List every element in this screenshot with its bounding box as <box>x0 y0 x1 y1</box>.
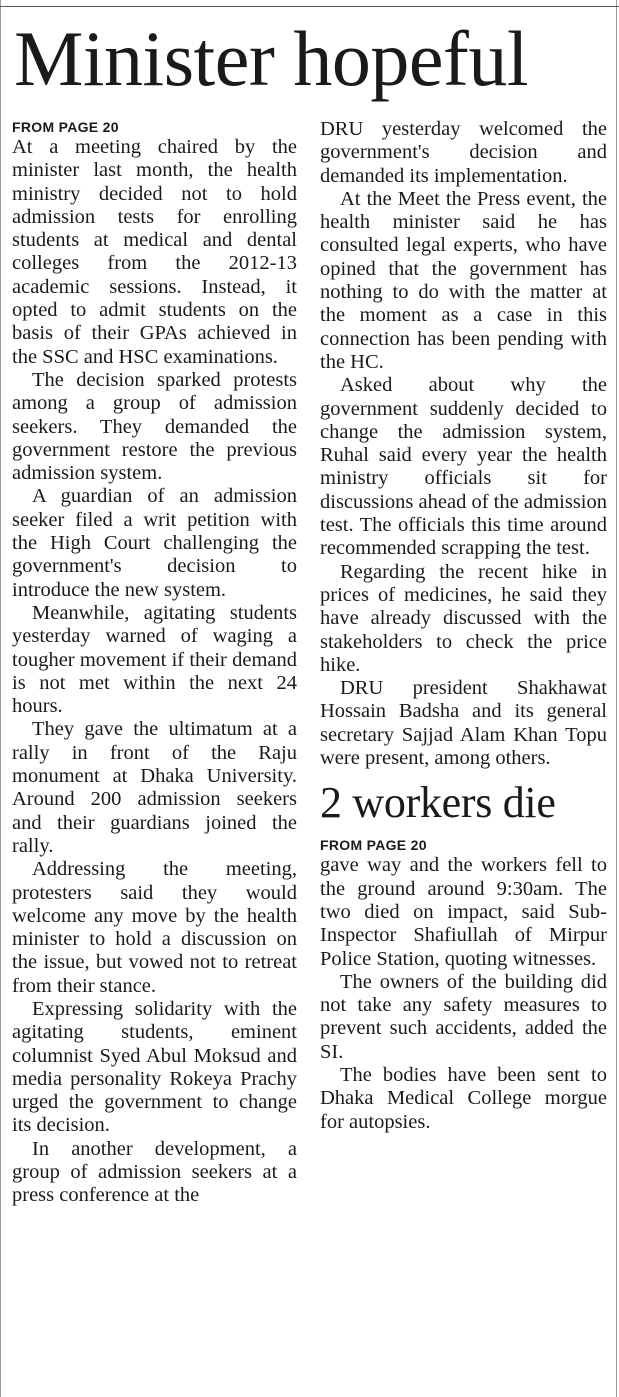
paragraph: The decision sparked protests among a group of admission seekers. They demanded the government restore the previous admission system. <box>12 368 297 485</box>
continued-from-label: FROM PAGE 20 <box>12 119 119 135</box>
main-headline: Minister hopeful <box>14 15 529 102</box>
paragraph: Addressing the meeting, protesters said they would welcome any move by the health minister to hold a discussion on the issue, but vowed not to retreat from their stance. <box>12 858 297 997</box>
paragraph: Asked about why the government suddenly decided to change the admission system, Ruhal said every year the health ministry officials sit for discussions ahead of the admission test. The officials this time around recommended scrapping the test. <box>320 374 607 560</box>
paragraph: A guardian of an admission seeker filed a writ petition with the High Court challenging the government's decision to introduce the new system. <box>12 485 297 601</box>
paragraph: They gave the ultimatum at a rally in front of the Raju monument at Dhaka University. Around 200 admission seekers and their guardians joined the rally. <box>12 718 297 857</box>
paragraph: DRU president Shakhawat Hossain Badsha and its general secretary Sajjad Alam Khan Topu were present, among others. <box>320 677 607 770</box>
paragraph: DRU yesterday welcomed the government's decision and demanded its implementation. <box>320 118 607 187</box>
paragraph: At a meeting chaired by the minister last month, the health ministry decided not to hold admission tests for enrolling students at medical and dental colleges from the 2012-13 academic sessions. Instead, it opted to admit students on the basis of their GPAs achieved in the SSC and HSC examinations. <box>12 136 297 368</box>
column-left <box>12 118 297 1208</box>
paragraph: The bodies have been sent to Dhaka Medical College morgue for autopsies. <box>320 1063 607 1133</box>
paragraph: The owners of the building did not take any safety measures to prevent such accidents, added the SI. <box>320 970 607 1063</box>
story2-headline: 2 workers die <box>320 778 556 828</box>
top-rule <box>0 6 619 7</box>
paragraph: Meanwhile, agitating students yesterday warned of waging a tougher movement if their demand is not met within the next 24 hours. <box>12 601 297 718</box>
paragraph: gave way and the workers fell to the ground around 9:30am. The two died on impact, said Sub-Inspector Shafiullah of Mirpur Police Station, quoting witnesses. <box>320 854 607 970</box>
paragraph: Regarding the recent hike in prices of medicines, he said they have already discussed with the stakeholders to check the price hike. <box>320 560 607 676</box>
column-right <box>320 118 607 1134</box>
paragraph: Expressing solidarity with the agitating students, eminent columnist Syed Abul Moksud and media personality Rokeya Prachy urged the government to change its decision. <box>12 997 297 1137</box>
continued-from-label: FROM PAGE 20 <box>320 837 427 854</box>
paragraph: At the Meet the Press event, the health minister said he has consulted legal experts, who have opined that the government has nothing to do with the matter at the moment as a case in this connection has been pending with the HC. <box>320 187 607 373</box>
paragraph: In another development, a group of admission seekers at a press conference at the <box>12 1137 297 1207</box>
